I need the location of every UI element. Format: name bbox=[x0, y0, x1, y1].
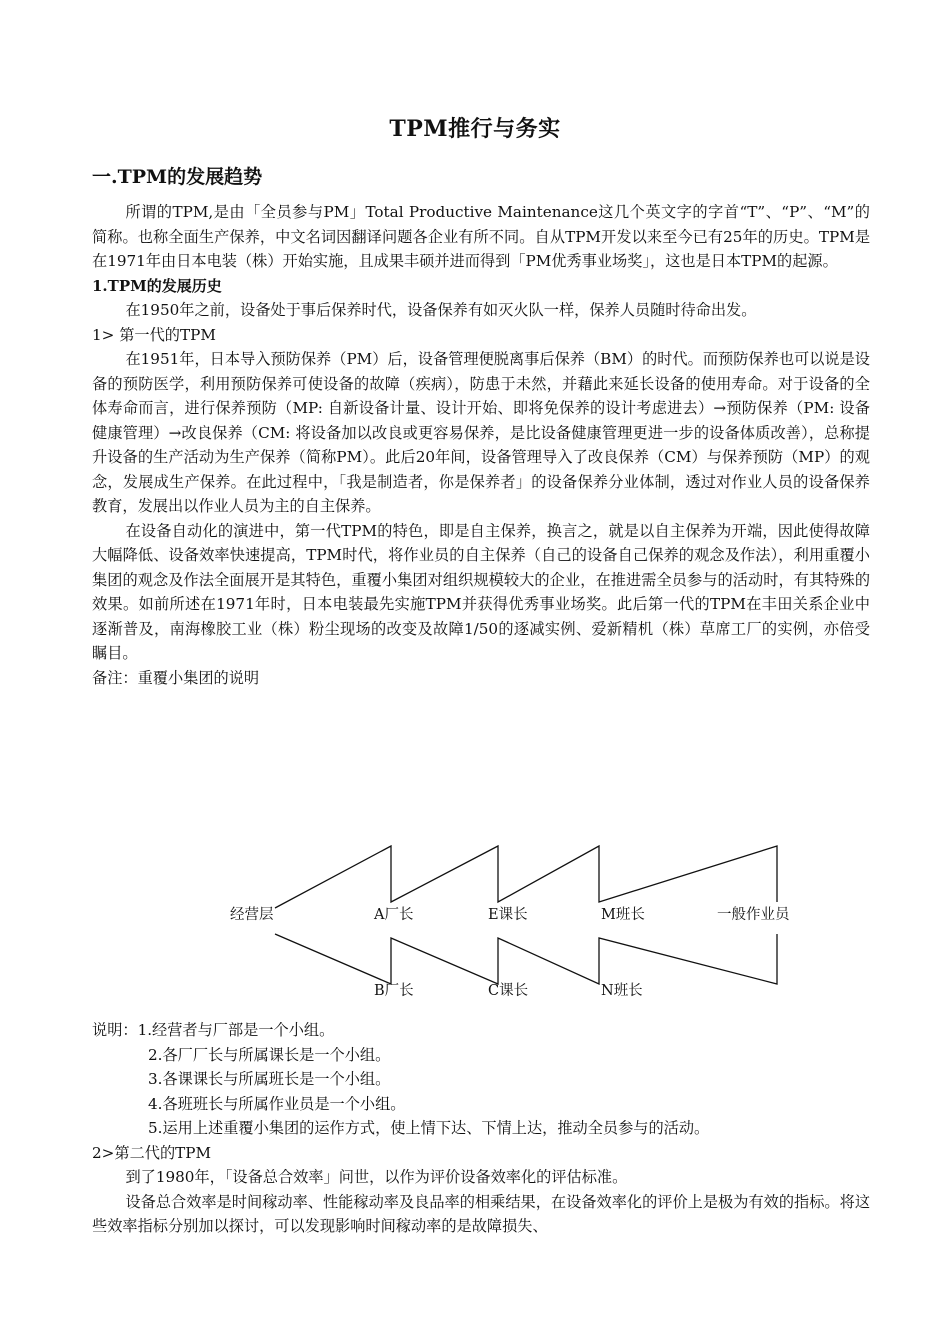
diagram-label-general-workers: 一般作业员 bbox=[717, 907, 790, 923]
diagram-label-c-section-head: C课长 bbox=[488, 983, 529, 999]
overlapping-groups-diagram bbox=[220, 838, 820, 1008]
explanation-item-4: 4.各班班长与所属作业员是一个小组。 bbox=[148, 1094, 406, 1113]
section-heading: 一.TPM的发展趋势 bbox=[92, 166, 263, 188]
diagram-label-m-team-leader: M班长 bbox=[601, 907, 645, 923]
gen1-paragraph-1: 在1951年，日本导入预防保养（PM）后，设备管理便脱离事后保养（BM）的时代。而预防保养也可以说是设备的预防医学，利用预防保养可使设备的故障（疾病），防患于未然，并藉此来延长设备的使用寿命。对于设备的全体寿命而言，进行保养预防（MP: 自新设备计量、设计开始、即将免保养的设计考虑进去）→预防保养（PM: 设备健康管理）→改良保养（CM: 将设备加以改良或更容易保养，是比设备健康管理更进一步的设备体质改善），总称提升设备的生产活动为生产保养（简称PM）。此后20年间，设备管理导入了改良保养（CM）与保养预防（MP）的观念，发展成生产保养。在此过程中，「我是制造者，你是保养者」的设备保养分业体制，透过对作业人员的设备保养教育，发展出以作业人员为主的自主保养。 bbox=[92, 350, 870, 515]
upper-zigzag-line bbox=[275, 846, 777, 908]
explanation-item-2: 2.各厂厂长与所属课长是一个小组。 bbox=[148, 1045, 391, 1064]
explanation-text-1: 1.经营者与厂部是一个小组。 bbox=[137, 1021, 335, 1039]
explanation-item-5: 5.运用上述重覆小集团的运作方式，使上情下达、下情上达，推动全员参与的活动。 bbox=[148, 1119, 710, 1137]
lower-zigzag-line bbox=[275, 934, 777, 984]
diagram-label-management: 经营层 bbox=[230, 907, 274, 923]
document-body-upper bbox=[92, 200, 870, 690]
intro-paragraph: 所谓的TPM,是由「全员参与PM」Total Productive Maintenance这几个英文字的字首“T”、“P”、“M”的简称。也称全面生产保养，中文名词因翻译问题各企业有所不同。自从TPM开发以来至今已有25年的历史。TPM是在1971年由日本电装（株）开始实施，且成果丰硕并进而得到「PM优秀事业场奖」，这也是日本TPM的起源。 bbox=[92, 203, 870, 270]
gen1-label: 1> 第一代的TPM bbox=[92, 325, 216, 344]
gen2-paragraph-1: 到了1980年，「设备总合效率」问世，以作为评价设备效率化的评估标准。 bbox=[125, 1168, 628, 1186]
history-paragraph: 在1950年之前，设备处于事后保养时代，设备保养有如灭火队一样，保养人员随时待命出发。 bbox=[125, 301, 757, 319]
document-title: TPM推行与务实 bbox=[389, 116, 561, 142]
gen2-paragraph-2: 设备总合效率是时间稼动率、性能稼动率及良品率的相乘结果，在设备效率化的评价上是极为有效的指标。将这些效率指标分别加以探讨，可以发现影响时间稼动率的是故障损失、 bbox=[92, 1192, 870, 1235]
gen2-label: 2>第二代的TPM bbox=[92, 1143, 212, 1162]
explanation-item-3: 3.各课课长与所属班长是一个小组。 bbox=[148, 1070, 391, 1088]
diagram-label-e-section-head: E课长 bbox=[488, 907, 528, 923]
explanation-list bbox=[92, 1018, 870, 1141]
document-body-lower bbox=[92, 1018, 870, 1239]
subsection-heading: 1.TPM的发展历史 bbox=[92, 276, 222, 295]
diagram-label-a-factory-head: A厂长 bbox=[374, 907, 414, 923]
gen1-paragraph-2: 在设备自动化的演进中，第一代TPM的特色，即是自主保养，换言之，就是以自主保养为开端，因此使得故障大幅降低、设备效率快速提高，TPM时代，将作业员的自主保养（自己的设备自己保养的观念及作法），利用重覆小集团的观念及作法全面展开是其特色，重覆小集团对组织规模较大的企业，在推进需全员参与的活动时，有其特殊的效果。如前所述在1971年时，日本电装最先实施TPM并获得优秀事业场奖。此后第一代的TPM在丰田关系企业中逐渐普及，南海橡胶工业（株）粉尘现场的改变及故障1/50的逐减实例、爱新精机（株）草席工厂的实例，亦倍受瞩目。 bbox=[92, 521, 870, 662]
explanation-label: 说明： bbox=[92, 1021, 138, 1039]
note-label: 备注：重覆小集团的说明 bbox=[92, 668, 260, 687]
explanation-item-1 bbox=[92, 1018, 870, 1043]
diagram-label-b-factory-head: B厂长 bbox=[374, 983, 414, 999]
diagram-label-n-team-leader: N班长 bbox=[601, 983, 643, 999]
